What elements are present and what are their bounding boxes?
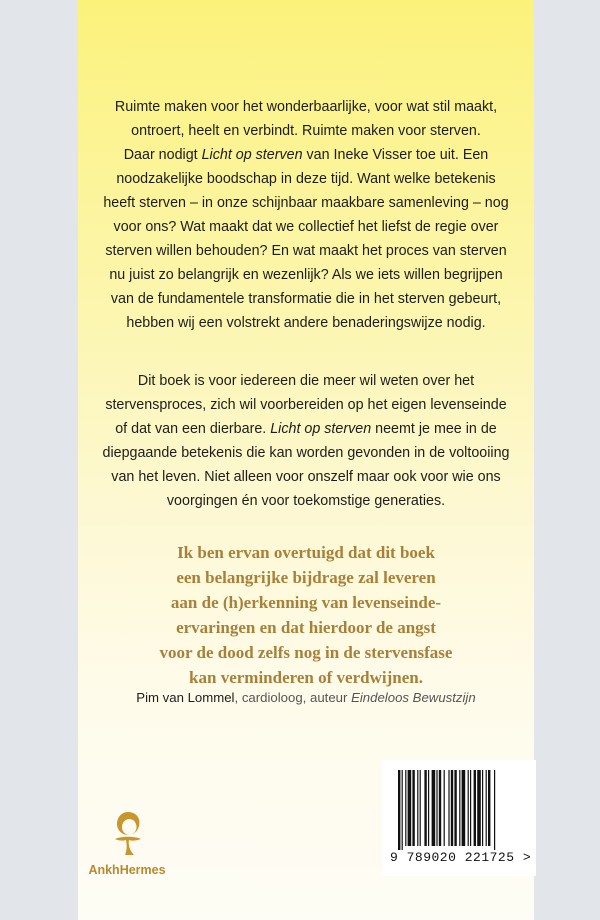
isbn-barcode [382, 760, 536, 876]
quote-line: een belangrijke bijdrage zal leveren [176, 568, 436, 587]
ankh-figure-icon [108, 810, 148, 856]
quote-attribution [96, 690, 516, 705]
isbn-digits: 9 789020 221725 > [390, 850, 532, 865]
quote-line: kan verminderen of verdwijnen. [189, 668, 423, 687]
blurb-line: Dit boek is voor iedereen die meer wil weten over het [137, 373, 475, 389]
blurb-line: van het leven. Niet alleen voor onszelf maar ook voor wie ons [111, 469, 501, 485]
blurb-line: hebben wij een volstrekt andere benaderingswijze nodig. [126, 315, 486, 331]
blurb-line: nu juist zo belangrijk en wezenlijk? Als we iets willen begrijpen [109, 267, 503, 283]
blurb-line: van de fundamentele transformatie die in het sterven gebeurt, [110, 291, 502, 307]
author-work: Eindeloos Bewustzijn [351, 690, 476, 705]
blurb-line: Ruimte maken voor het wonderbaarlijke, voor wat stil maakt, [114, 99, 498, 115]
blurb-line: diepgaande betekenis die kan worden gevonden in de voltooiing [102, 445, 510, 461]
blurb-line: voor ons? Wat maakt dat we collectief het liefst de regie over [113, 219, 499, 235]
author-role: , cardioloog, auteur [234, 690, 352, 705]
book-title: Licht op sterven [270, 421, 372, 437]
blurb-line: stervensproces, zich wil voorbereiden op het eigen levenseinde [105, 397, 507, 413]
blurb-line: ontroert, heelt en verbindt. Ruimte maken voor sterven. [131, 123, 481, 139]
publisher-logo [80, 810, 180, 880]
book-title: Licht op sterven [201, 147, 303, 163]
blurb-paragraph-2 [96, 369, 516, 513]
blurb-line: heeft sterven – in onze schijnbaar maakbare samenleving – nog [103, 195, 509, 211]
author-name: Pim van Lommel [136, 690, 235, 705]
blurb-line: of dat van een dierbare. Licht op sterven neemt je mee in de [115, 421, 497, 437]
blurb-paragraph-1 [96, 95, 516, 335]
quote-line: voor de dood zelfs nog in de stervensfase [159, 643, 453, 662]
quote-line: ervaringen en dat hierdoor de angst [176, 618, 436, 637]
quote-line: aan de (h)erkenning van levenseinde- [170, 593, 442, 612]
barcode-bars [396, 770, 522, 850]
blurb-line: Daar nodigt Licht op sterven van Ineke Visser toe uit. Een [123, 147, 489, 163]
publisher-name: AnkhHermes [88, 863, 166, 877]
blurb-line: voorgingen én voor toekomstige generaties. [166, 493, 446, 509]
endorsement-quote [96, 540, 516, 690]
blurb-line: noodzakelijke boodschap in deze tijd. Want welke betekenis [116, 171, 496, 187]
quote-line: Ik ben ervan overtuigd dat dit boek [177, 543, 435, 562]
blurb-line: sterven willen behouden? En wat maakt het proces van sterven [105, 243, 507, 259]
